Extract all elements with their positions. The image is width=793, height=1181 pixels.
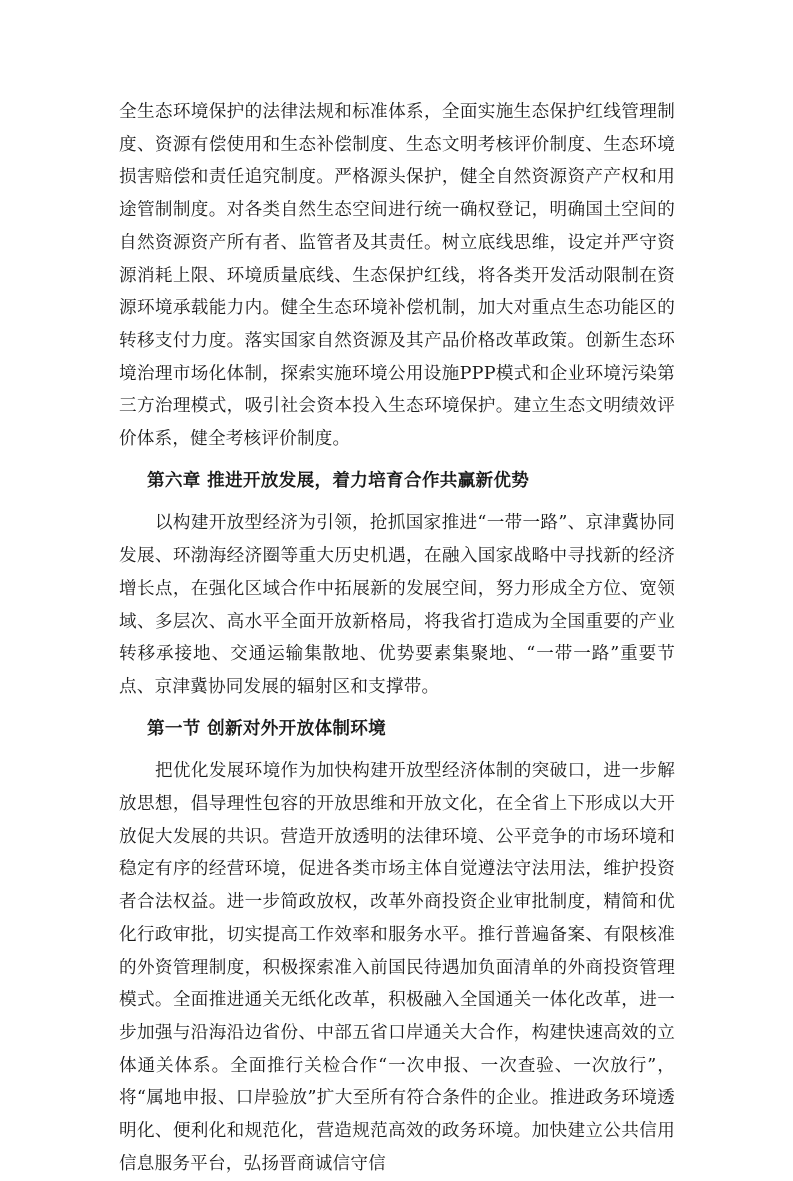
- spacer: [119, 497, 675, 507]
- chapter-heading: 第六章 推进开放发展，着力培育合作共赢新优势: [147, 469, 530, 491]
- spacer: [119, 704, 675, 713]
- document-page: [119, 96, 675, 1181]
- body-paragraph-environment: 把优化发展环境作为加快构建开放型经济体制的突破口，进一步解放思想，倡导理性包容的开放思维和开放文化，在全省上下形成以大开放促大发展的共识。营造开放透明的法律环境、公平竞争的市场环境和稳定有序的经营环境，促进各类市场主体自觉遵法守法用法，维护投资者合法权益。进一步简政放权，改革外商投资企业审批制度，精简和优化行政审批，切实提高工作效率和服务水平。推行普遍备案、有限核准的外资管理制度，积极探索准入前国民待遇加负面清单的外商投资管理模式。全面推进通关无纸化改革，积极融入全国通关一体化改革，进一步加强与沿海沿边省份、中部五省口岸通关大合作，构建快速高效的立体通关体系。全面推行关检合作“一次申报、一次查验、一次放行”，将“属地申报、口岸验放”扩大至所有符合条件的企业。推进政务环境透明化、便利化和规范化，营造规范高效的政务环境。加快建立公共信用信息服务平台，弘扬晋商诚信守信: [119, 761, 675, 1174]
- spacer: [119, 456, 675, 465]
- body-paragraph-ecology: 全生态环境保护的法律法规和标准体系，全面实施生态保护红线管理制度、资源有偿使用和生态补偿制度、生态文明考核评价制度、生态环境损害赔偿和责任追究制度。严格源头保护，健全自然资源资产产权和用途管制制度。对各类自然生态空间进行统一确权登记，明确国土空间的自然资源资产所有者、监管者及其责任。树立底线思维，设定并严守资源消耗上限、环境质量底线、生态保护红线，将各类开发活动限制在资源环境承载能力内。健全生态环境补偿机制，加大对重点生态功能区的转移支付力度。落实国家自然资源及其产品价格改革政策。创新生态环境治理市场化体制，探索实施环境公用设施PPP模式和企业环境污染第三方治理模式，吸引社会资本投入生态环境保护。建立生态文明绩效评价体系，健全考核评价制度。: [119, 102, 675, 450]
- body-paragraph-opening: 以构建开放型经济为引领，抢抓国家推进“一带一路”、京津冀协同发展、环渤海经济圈等重大历史机遇，在融入国家战略中寻找新的经济增长点，在强化区域合作中拓展新的发展空间，努力形成全方位、宽领域、多层次、高水平全面开放新格局，将我省打造成为全国重要的产业转移承接地、交通运输集散地、优势要素集聚地、“一带一路”重要节点、京津冀协同发展的辐射区和支撑带。: [119, 513, 675, 697]
- spacer: [119, 745, 675, 755]
- section-heading: 第一节 创新对外开放体制环境: [147, 717, 387, 739]
